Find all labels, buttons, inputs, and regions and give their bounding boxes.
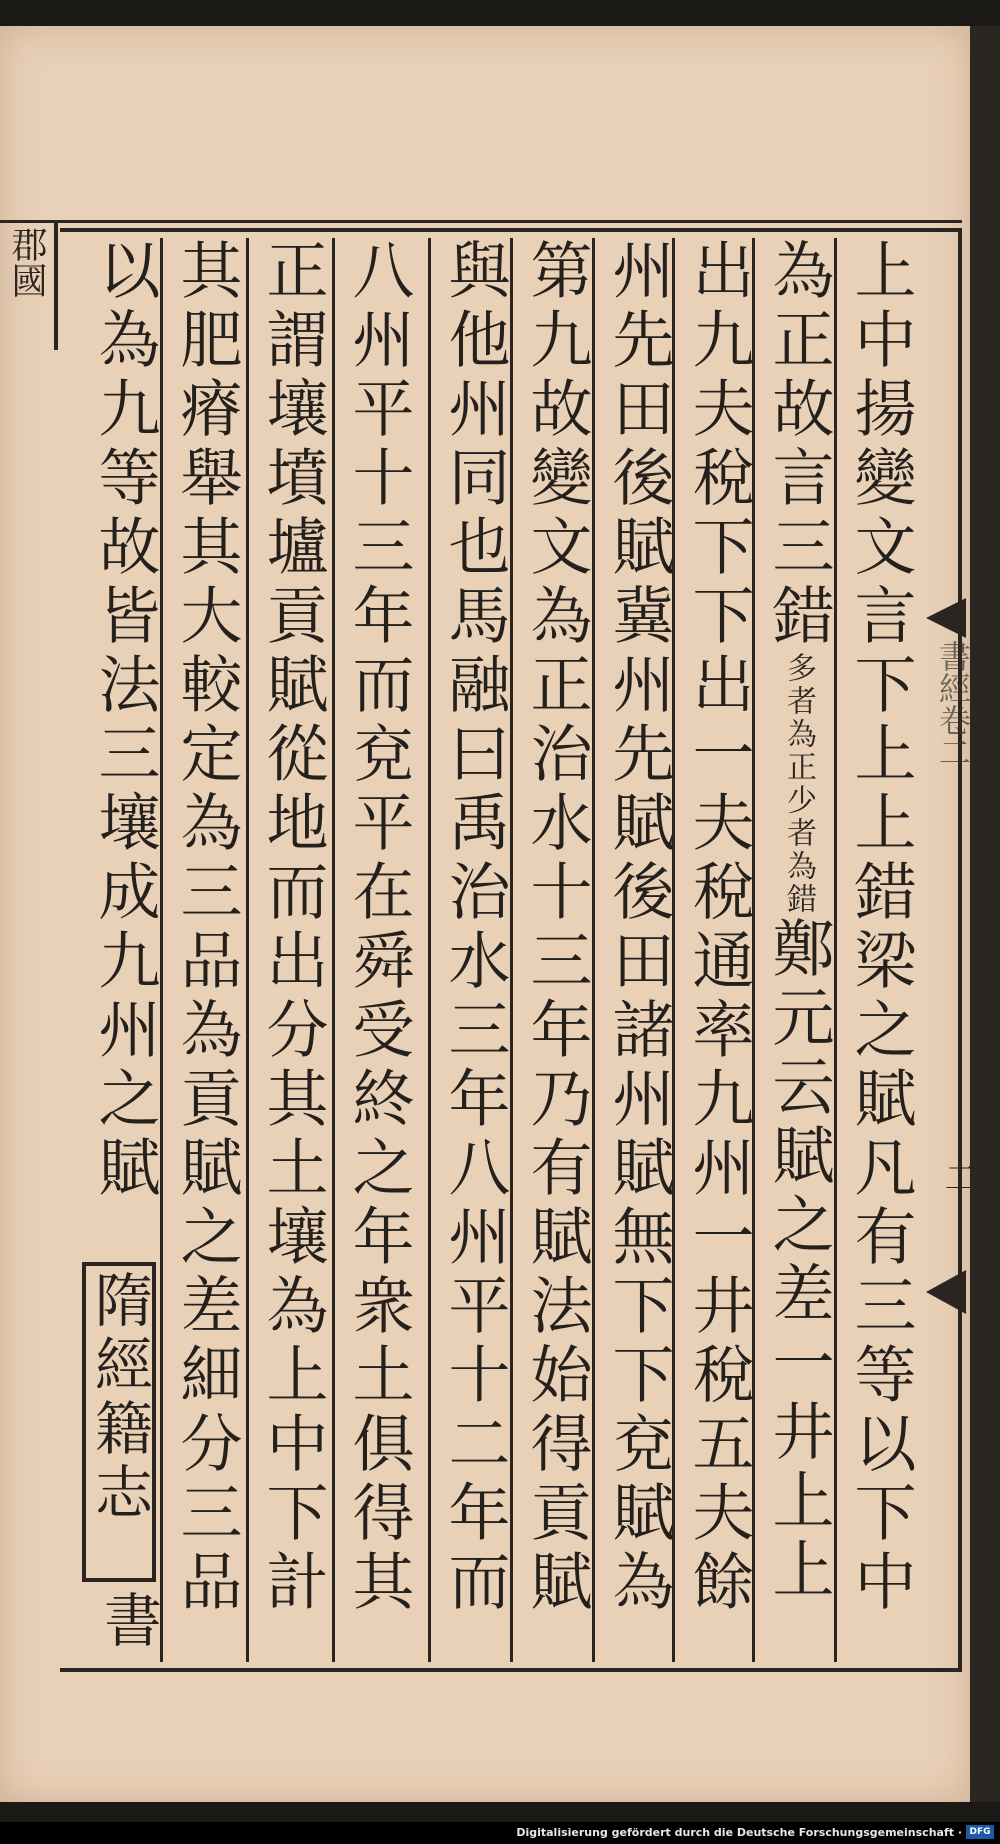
text-column-7: 八州平十三年而兗平在舜受終之年衆土俱得其 [342,238,415,1618]
book-edge [970,26,1000,1802]
boxed-after-text: 書 [94,1590,162,1648]
dfg-logo: DFG [966,1825,994,1839]
spine-title: 書經卷二 [934,640,972,768]
fishtail-bottom-mark [926,1270,966,1314]
column-rule [332,238,335,1662]
column-text: 為正故言三錯 [762,238,835,652]
fishtail-top-mark [926,598,966,638]
text-column-2 [760,238,836,1606]
text-column-3: 出九夫稅下下出一夫稅通率九州一井稅五夫餘 [682,238,755,1618]
text-column-6: 與他州同也馬融曰禹治水三年八州平十二年而 [438,238,511,1618]
frame-top-rule [0,220,962,223]
margin-label: 郡國 [6,226,47,298]
text-column-4: 州先田後賦冀州先賦後田諸州賦無下下兗賦為 [602,238,675,1618]
column-rule [428,238,431,1662]
text-column-8: 正謂壤墳壚貢賦從地而出分其土壤為上中下計 [256,238,329,1618]
boxed-source-title [82,1262,156,1582]
spine-page-number: 二 [938,1160,978,1194]
text-column-10: 以為九等故皆法三壤成九州之賦 [88,238,161,1204]
column-rule [246,238,249,1662]
commentary-note: 多者為正少者為錯 [781,652,816,916]
text-column-9: 其肥瘠舉其大較定為三品為貢賦之差細分三品 [170,238,243,1618]
text-column-1: 上中揚變文言下上上錯梁之賦凡有三等以下中 [844,238,917,1618]
text-column-5: 第九故變文為正治水十三年乃有賦法始得貢賦 [520,238,593,1618]
column-text: 鄭元云賦之差一井上上 [762,916,835,1606]
footer-credit: Digitalisierung gefördert durch die Deutsche Forschungsgemeinschaft · [516,1826,962,1839]
boxed-title-text: 隋經籍志 [85,1270,153,1526]
